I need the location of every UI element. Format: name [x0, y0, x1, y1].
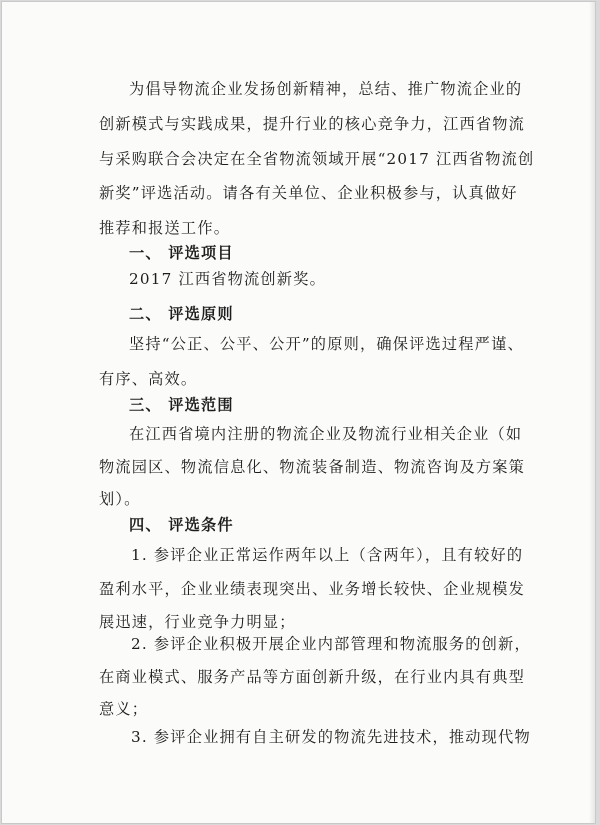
- intro-line: 推荐和报送工作。: [99, 219, 231, 237]
- condition-item-line: 展迅速，行业竞争力明显；: [99, 613, 296, 631]
- condition-item-line: 盈利水平，企业业绩表现突出、业务增长较快、企业规模发: [99, 580, 526, 598]
- condition-item-line: 1. 参评企业正常运作两年以上（含两年），且有较好的: [131, 546, 524, 564]
- intro-line: 新奖”评选活动。请各有关单位、企业积极参与，认真做好: [99, 184, 518, 202]
- section-heading-1: 一、 评选项目: [129, 244, 234, 262]
- section-heading-3: 三、 评选范围: [129, 396, 234, 414]
- section-heading-4: 四、 评选条件: [129, 516, 234, 534]
- intro-line: 创新模式与实践成果，提升行业的核心竞争力，江西省物流: [99, 115, 526, 133]
- section-3-line: 物流园区、物流信息化、物流装备制造、物流咨询及方案策: [99, 458, 526, 476]
- section-2-line: 有序、高效。: [99, 370, 198, 388]
- condition-item-line: 3. 参评企业拥有自主研发的物流先进技术，推动现代物: [131, 728, 531, 746]
- condition-item-line: 2. 参评企业积极开展企业内部管理和物流服务的创新，: [131, 635, 531, 653]
- section-heading-2: 二、 评选原则: [129, 305, 234, 323]
- section-2-line: 坚持“公正、公平、公开”的原则，确保评选过程严谨、: [129, 335, 524, 353]
- condition-item-line: 意义；: [99, 700, 149, 718]
- page-edge-shadow: [589, 2, 595, 823]
- section-1-line: 2017 江西省物流创新奖。: [129, 270, 326, 288]
- condition-item-line: 在商业模式、服务产品等方面创新升级，在行业内具有典型: [99, 668, 526, 686]
- intro-line: 为倡导物流企业发扬创新精神，总结、推广物流企业的: [129, 80, 523, 98]
- section-3-line: 划）。: [99, 490, 141, 508]
- intro-line: 与采购联合会决定在全省物流领域开展“2017 江西省物流创: [99, 150, 535, 168]
- scanned-page: [2, 2, 595, 823]
- section-3-line: 在江西省境内注册的物流企业及物流行业相关企业（如: [129, 425, 523, 443]
